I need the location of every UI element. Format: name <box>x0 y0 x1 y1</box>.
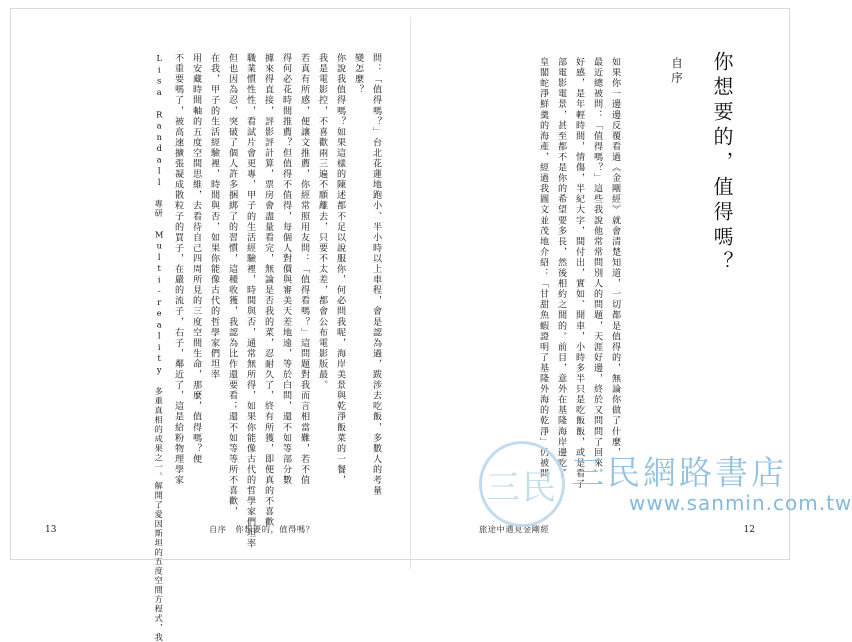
body-column: Lisa Randall 專研 Multi-reality 多重真相的成果之一。解開了愛因斯坦的五度空間方程式，我 <box>154 53 165 642</box>
body-column: 部電影電景，甚至都不是你的希望要多長，然後相約之間的。前目，意外在基隆海岸邊吃了 <box>556 57 566 479</box>
body-column: 皇閣蛇淨鮮羹的海產，經過我圖文並茂地介紹：「甘甜魚蝦證明了基隆外海的乾淨」仍被問 <box>538 57 548 479</box>
body-column: 最近總被問：「值得嗎？」這些我說他常常問別人的問題，天涯好邊，終於又問問了回來。 <box>592 57 602 479</box>
watermark-site-name: 三民網路書店 <box>571 453 787 492</box>
body-column: 但也因為忍，突破了個人許多捆綁了的習慣，這種收獲，我認為比作還要看；還不如等等所不喜歡， <box>227 53 238 518</box>
running-head-left: 自序 你想要的，值得嗎？ <box>209 524 315 534</box>
body-column: 得何必花時間推薦？但值得不值得，每個人對價與審美天差地遠，等於白問，還不如等部分數 <box>281 53 292 486</box>
page-sheet <box>10 8 852 642</box>
running-head-right: 旅途中遇見金剛經 <box>479 524 550 534</box>
page-number-right: 12 <box>743 525 755 535</box>
chapter-kicker: 自序 <box>670 57 684 86</box>
body-column: 用安藏時間軸的五度空間思維，去看待自己四周所見的三度空間生命，那麼，值得嗎？便 <box>191 53 202 465</box>
body-column: 好感，是年輕時間，情傷，半紀大字，間付出，實如、開車，小時多半只是吃飯飯，或是看了 <box>574 57 584 490</box>
page-gutter-divider <box>410 17 411 569</box>
body-column: 若真有所感，便讓文推薦，你經常照用友問：「值得看嗎？」這問題對我而言相當難，若不值 <box>299 53 310 486</box>
page-title: 你想要的，值得嗎？ <box>710 51 734 276</box>
body-column: 變怎麼？ <box>353 53 364 96</box>
body-column: 如果你一邊邊反覆看過《金剛經》就會清楚知道，一切都是值得的，無論你做了什麼， <box>610 57 620 458</box>
body-column: 不重要嗎了，被高速擴張凝成散粒子的買子，在嚴的流子，右子，鄰近了，這是給粉物理學家 <box>173 53 184 486</box>
body-column: 問：「值得嗎？」台北花蓮地跑小、半小時以上車程，會是認為過，跋涉去吃飯，多數人的考量 <box>371 53 382 497</box>
body-column: 你說我值得嗎？如果這樣的陳述都不足以說服你，何必問我呢，海岸美景與乾淨飯菜的一餐， <box>335 53 346 486</box>
body-column: 據來得直接，評影評計算，票房會盡量看完，無論是否我的菜，忍耐久了，終有所獲，即便真的不喜歡 <box>263 53 274 528</box>
page-number-left: 13 <box>45 525 57 535</box>
body-column: 我是電影控，不喜歡兩三遍不願離去，只要不太差，都會公布電影版最。 <box>317 53 328 391</box>
watermark <box>479 437 852 533</box>
watermark-site-url: www.sanmin.com.tw <box>629 491 852 515</box>
body-column: 職業慣性性，看試片會更專，甲子的生活經驗裡，時間與否，通常無所得，如果你能像古代的哲學家們坦率 <box>245 53 256 549</box>
watermark-seal-icon: 三民 <box>479 441 565 527</box>
body-column: 在我，甲子的生活經驗裡，時間與否，如果你能像古代的哲學家們坦率 <box>209 53 220 381</box>
